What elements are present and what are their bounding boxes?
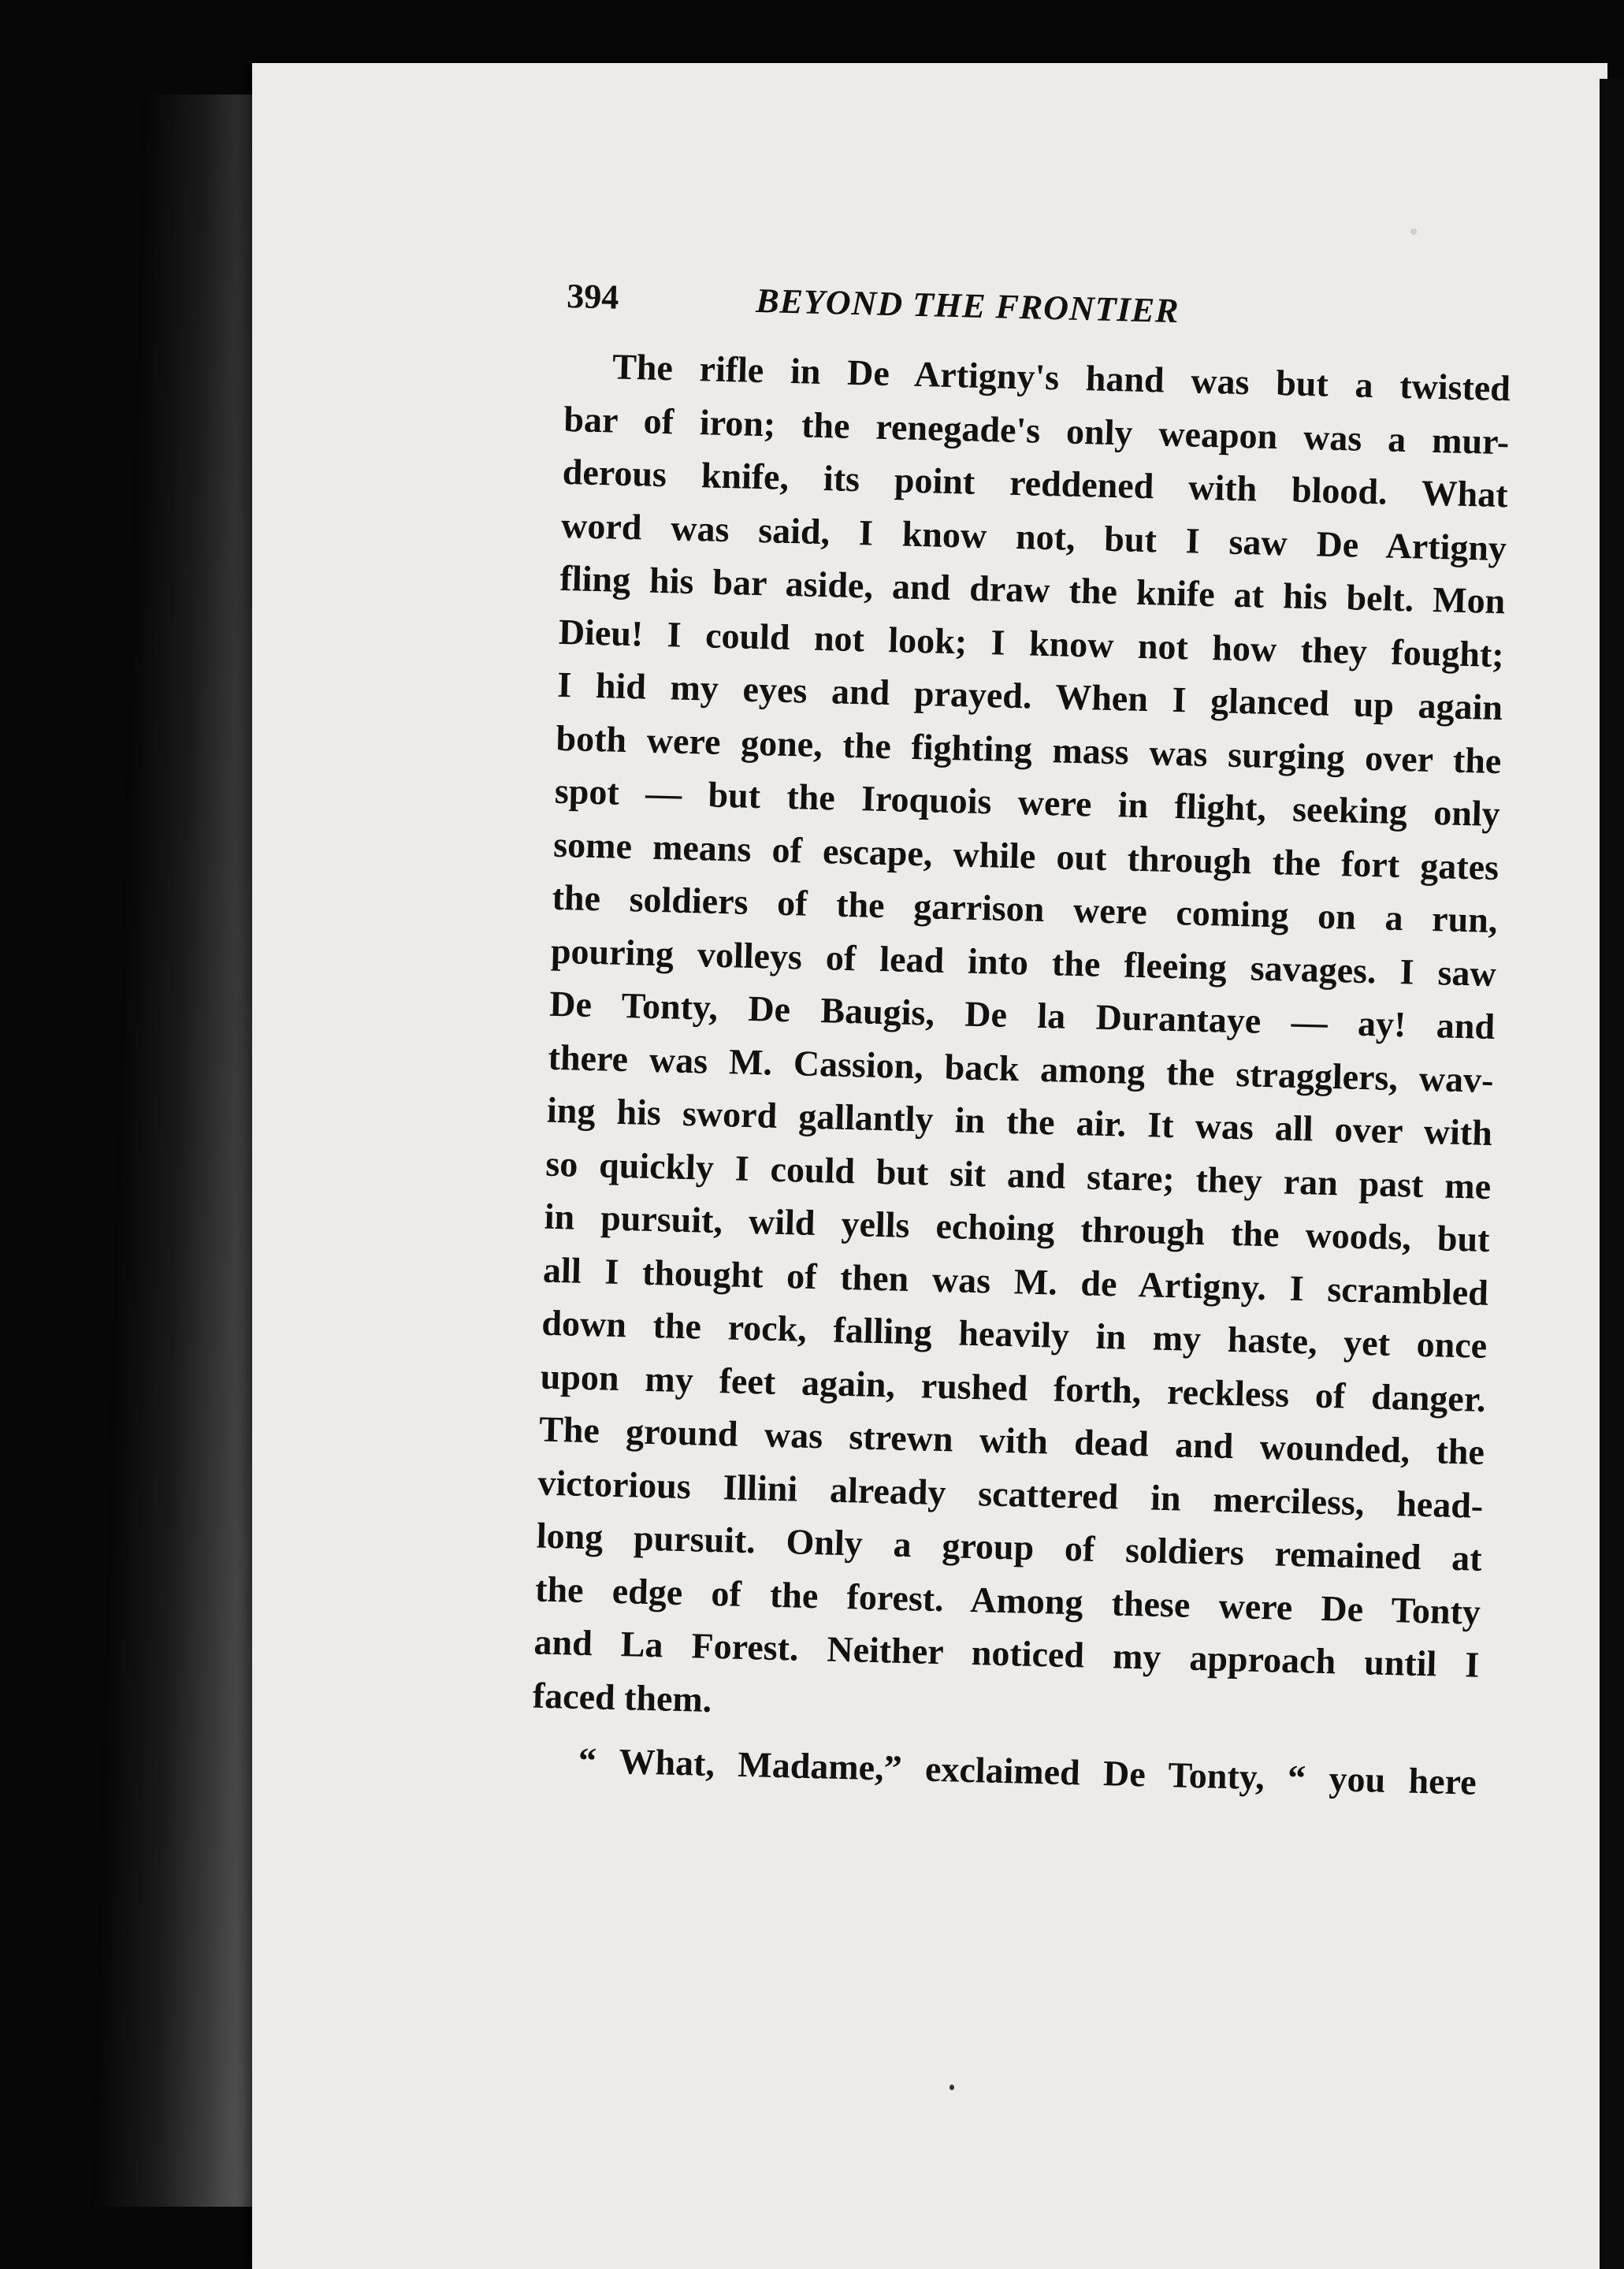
dust-speck xyxy=(1410,229,1417,235)
text-line: upon my feet again, rushed forth, reckless of danger. xyxy=(540,1356,1487,1419)
page-text-block xyxy=(530,276,1512,1809)
text-line: I hid my eyes and prayed. When I glanced up again xyxy=(556,664,1503,728)
text-line: faced them. xyxy=(532,1674,712,1720)
text-line: so quickly I could but sit and stare; they ran past me xyxy=(544,1143,1492,1207)
text-line: all I thought of then was M. de Artigny. I scrambled xyxy=(542,1249,1489,1313)
text-line: spot — but the Iroquois were in flight, seeking only xyxy=(554,770,1501,835)
text-line: Dieu! I could not look; I know not how they fought; xyxy=(558,611,1505,675)
text-line: both were gone, the fighting mass was surging over the xyxy=(556,717,1502,781)
dust-speck xyxy=(950,2085,954,2090)
text-line: victorious Illini already scattered in merciless, head- xyxy=(537,1462,1484,1526)
text-line: the edge of the forest. Among these were De Tonty xyxy=(534,1568,1481,1632)
text-line: The ground was strewn with dead and wounded, the xyxy=(538,1408,1485,1472)
text-line: The rifle in De Artigny's hand was but a twisted xyxy=(611,346,1511,409)
text-line: the soldiers of the garrison were coming on a run, xyxy=(552,876,1498,941)
text-line: derous knife, its point reddened with blood. What xyxy=(562,451,1509,515)
running-title: BEYOND THE FRONTIER xyxy=(755,281,1180,330)
text-line: fling his bar aside, and draw the knife at his belt. Mon xyxy=(559,557,1506,622)
page-right-shadow xyxy=(1600,79,1624,2269)
text-line: ing his sword gallantly in the air. It was all over with xyxy=(546,1089,1493,1153)
text-line: bar of iron; the renegade's only weapon was a mur- xyxy=(563,398,1510,462)
text-line: there was M. Cassion, back among the stragglers, wav- xyxy=(548,1036,1495,1100)
text-line: “ What, Madame,” exclaimed De Tonty, “ you here xyxy=(578,1739,1477,1802)
text-line: De Tonty, De Baugis, De la Durantaye — ay! and xyxy=(548,983,1496,1047)
text-line: and La Forest. Neither noticed my approach until I xyxy=(533,1621,1480,1685)
text-line: word was said, I know not, but I saw De Artigny xyxy=(560,504,1507,568)
text-line: down the rock, falling heavily in my haste, yet once xyxy=(541,1302,1488,1366)
text-line: long pursuit. Only a group of soldiers remained at xyxy=(536,1515,1483,1579)
text-line: in pursuit, wild yells echoing through the woods, but xyxy=(544,1196,1491,1259)
page-number: 394 xyxy=(566,276,619,317)
text-line: some means of escape, while out through the fort gates xyxy=(552,824,1500,887)
paragraph-1 xyxy=(532,339,1511,1745)
text-line: pouring volleys of lead into the fleeing savages. I saw xyxy=(550,930,1497,994)
